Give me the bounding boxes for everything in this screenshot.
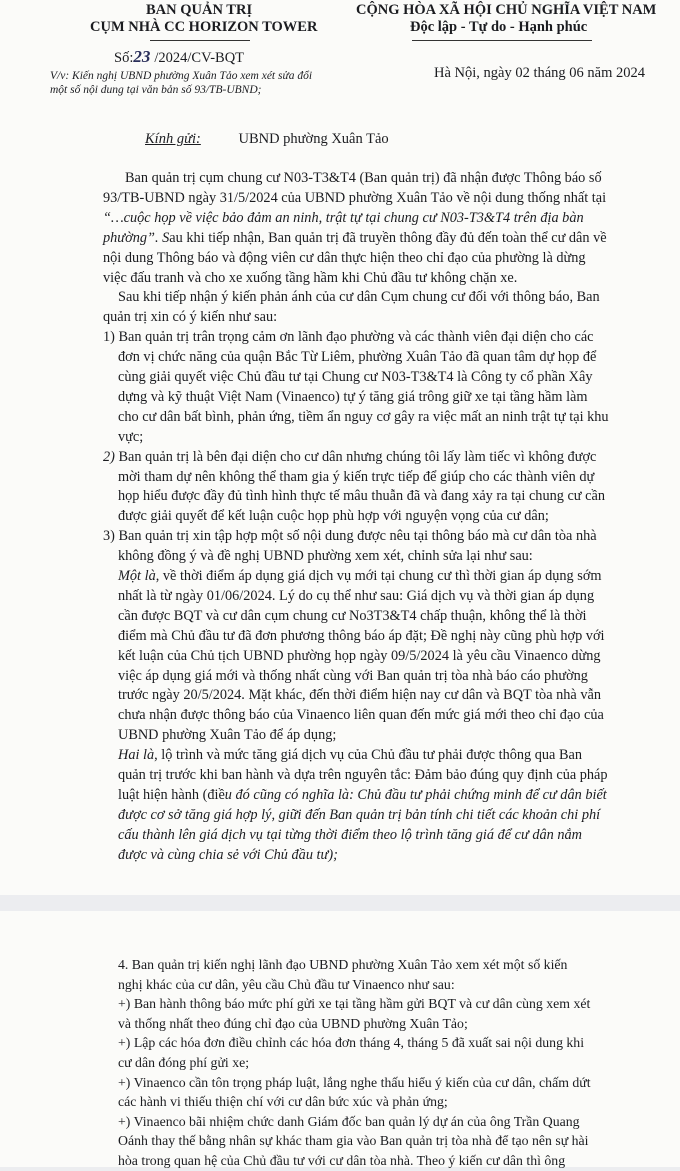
document-page-2 [0, 911, 680, 1167]
italic-run: “…cuộc họp về việc bảo đảm an ninh, trật tự tại chung cư N03-T3&T4 trên [103, 209, 537, 226]
page2-line: +) Vinaenco bãi nhiệm chức danh Giám đốc ban quản lý dự án của ông Trần Quang [118, 1113, 580, 1129]
page1-line: cho cư dân bất bình, phản ứng, tiềm ẩn nguy cơ gây ra việc mất an ninh trật tự tại khu [118, 408, 609, 425]
page2-line: cư dân đóng phí gửi xe; [118, 1055, 250, 1070]
page2-line: nghị khác của cư dân, yêu cầu Chủ đầu tư Vinaenco như sau: [118, 976, 455, 992]
page1-line: “…cuộc họp về việc bảo đảm an ninh, trật tự tại chung cư N03-T3&T4 trên địa bàn [103, 209, 584, 226]
page1-line: 2) Ban quản trị là bên đại diện cho cư dân nhưng chúng tôi lấy làm tiếc vì không được [103, 448, 597, 465]
doc-number-prefix: Số: [114, 50, 134, 66]
page1-line: Sau khi tiếp nhận ý kiến phản ánh của cư dân Cụm chung cư đối với thông báo, Ban [118, 289, 600, 306]
page1-line: quản trị xin có ý kiến như sau: [103, 309, 278, 326]
page2-line: +) Vinaenco cần tôn trọng pháp luật, lắng nghe thấu hiểu ý kiến của cư dân, chấm dứt [118, 1074, 591, 1090]
italic-run: phường”. S [103, 229, 170, 246]
page1-line: cần được BQT và cư dân cụm chung cư No3T3&T4 chấp thuận, không thể là thời [118, 607, 587, 624]
page1-line: vực; [118, 428, 144, 445]
page1-line: chưa nhận được thông báo của Vinaenco liên quan đến mức giá mới theo chỉ đạo của [118, 707, 604, 724]
page1-line: phường”. Sau khi tiếp nhận, Ban quản trị đã truyền thông đầy đủ đến toàn thể cư dân về [103, 229, 607, 246]
page1-line: được và cùng chia sẻ với Chủ đầu tư); [118, 846, 338, 863]
salutation [145, 131, 389, 148]
page2-line: hòa trong quan hệ của Chủ đầu tư với cư dân tòa nhà. Theo ý kiến cư dân thì ông [118, 1153, 566, 1168]
page1-line: Hai là, lộ trình và mức tăng giá dịch vụ của Chủ đầu tư phải được thông qua Ban [118, 747, 582, 764]
page1-line: nhất là từ ngày 01/06/2024. Lý do cụ thể như sau: Giá dịch vụ và thời gian áp dụng [118, 587, 595, 604]
org-underline [150, 40, 250, 41]
page1-line: 93/TB-UBND ngày 31/5/2024 của UBND phường Xuân Tảo về nội dung thống nhất tại [103, 189, 607, 206]
page1-line: cùng giải quyết việc Chủ đầu tư tại Chung cư N03-T3&T4 là Công ty cổ phần Xây [118, 369, 593, 385]
page1-line: quản trị trước khi ban hành và dựa trên nguyên tắc: Đảm bảo đúng quy định của pháp [118, 767, 608, 783]
subject-line1: V/v: Kiến nghị UBND phường Xuân Tảo xem xét sửa đổi [50, 70, 313, 82]
page1-line: việc đấu tranh và cho xe xuống tầng hầm khi Chủ đầu tư không chặn xe. [103, 269, 518, 286]
page1-line: điểm mà Chủ đầu tư đã đơn phương thông báo áp đặt; Đề nghị này cũng phù hợp với [118, 627, 605, 644]
org-name-line2: CỤM NHÀ CC HORIZON TOWER [90, 19, 318, 35]
page1-line: dựng và kỹ thuật Việt Nam (Vinaenco) tự ý tăng giá trông giữ xe tại tầng hầm làm [118, 388, 588, 405]
page1-line: họp hiểu được đầy đủ tình hình thực tế mâu thuẫn đã và đang xảy ra tại chung cư cần [118, 488, 605, 505]
page1-line: mời tham dự nên không thể tham gia ý kiến trực tiếp để giúp cho các thành viên dự [118, 468, 595, 485]
page1-line: nội dung Thông báo và động viên cư dân thực hiện theo chỉ đạo của phường là dừng [103, 249, 586, 266]
italic-run: Một là [118, 568, 156, 584]
nation-motto: Độc lập - Tự do - Hạnh phúc [410, 19, 588, 35]
page1-line: 1) Ban quản trị trân trọng cảm ơn lãnh đạo phường và các thành viên đại diện cho các [103, 329, 594, 346]
page1-line: Ban quản trị cụm chung cư N03-T3&T4 (Ban quản trị) đã nhận được Thông báo số [125, 170, 602, 186]
salutation-label: Kính gửi: [145, 131, 201, 147]
page2-line: các hành vi thiếu thiện chí với cư dân bức xúc và phản ứng; [118, 1094, 448, 1110]
italic-run: 2) [103, 448, 115, 465]
page1-line: đơn vị chức năng của quận Bắc Từ Liêm, phường Xuân Tảo đã quan tâm dự họp để [118, 349, 597, 366]
italic-run: u đó cũng có nghĩa là: Chủ đầu tư phải chứng minh để cư dân biết [224, 786, 607, 803]
page1-line: được giải quyết để kết luận cuộc họp phù hợp với nguyện vọng của cư dân; [118, 508, 549, 525]
doc-number-suffix: /2024/CV-BQT [154, 50, 245, 66]
page2-line: Oánh thay thế bằng nhân sự khác tham gia vào Ban quản trị tòa nhà để tạo nên sự hài [118, 1133, 589, 1149]
page1-line: Một là, về thời điểm áp dụng giá dịch vụ mới tại chung cư thì thời gian áp dụng sớm [118, 568, 602, 584]
motto-underline [412, 40, 592, 41]
document-number [114, 47, 244, 67]
page1-line: việc áp dụng giá mới và thống nhất cùng với Ban quản trị tòa nhà báo cáo phường [118, 667, 588, 684]
nation-title: CỘNG HÒA XÃ HỘI CHỦ NGHĨA VIỆT NAM [356, 2, 657, 18]
page1-line: kết luận của Chủ tịch UBND phường họp ngày 09/5/2024 là yêu cầu Vinaenco dừng [118, 647, 601, 664]
org-name-line1: BAN QUẢN TRỊ [146, 2, 253, 18]
page2-line: +) Ban hành thông báo mức phí gửi xe tại tầng hầm gửi BQT và cư dân cùng xem xét [118, 996, 591, 1012]
page1-line: UBND phường Xuân Tảo để áp dụng; [118, 727, 337, 744]
place-date: Hà Nội, ngày 02 tháng 06 năm 2024 [434, 65, 646, 81]
page1-line: luật hiện hành (điều đó cũng có nghĩa là: Chủ đầu tư phải chứng minh để cư dân biết [118, 786, 607, 803]
salutation-recipient: UBND phường Xuân Tảo [238, 131, 389, 147]
page2-line: và thống nhất theo đúng chỉ đạo của UBND phường Xuân Tảo; [118, 1015, 468, 1031]
italic-run: Hai là [118, 747, 155, 764]
page1-line: cấu thành lên giá dịch vụ tại từng thời điểm theo lộ trình tăng giá để cư dân nắm [118, 826, 582, 843]
page1-line: trước ngày 20/5/2024. Mặt khác, đến thời điểm hiện nay cư dân và BQT tòa nhà vẫn [118, 687, 601, 704]
page2-line: 4. Ban quản trị kiến nghị lãnh đạo UBND phường Xuân Tảo xem xét một số kiến [118, 957, 568, 972]
page2-line: +) Lập các hóa đơn điều chỉnh các hóa đơn tháng 4, tháng 5 đã xuất sai nội dung khi [118, 1035, 585, 1051]
page1-line: 3) Ban quản trị xin tập hợp một số nội dung được nêu tại thông báo mà cư dân tòa nhà [103, 528, 597, 545]
page1-line: được cơ sở tăng giá hợp lý, giữi đến Ban quản trị bản tính chi tiết các khoản chi phí [118, 806, 601, 823]
doc-number-handwritten: 23 [133, 47, 151, 66]
page1-line: không đồng ý và đề nghị UBND phường xem xét, chỉnh sửa lại như sau: [118, 548, 533, 565]
subject-line2: một số nội dung tại văn bản số 93/TB-UBND; [50, 84, 262, 96]
